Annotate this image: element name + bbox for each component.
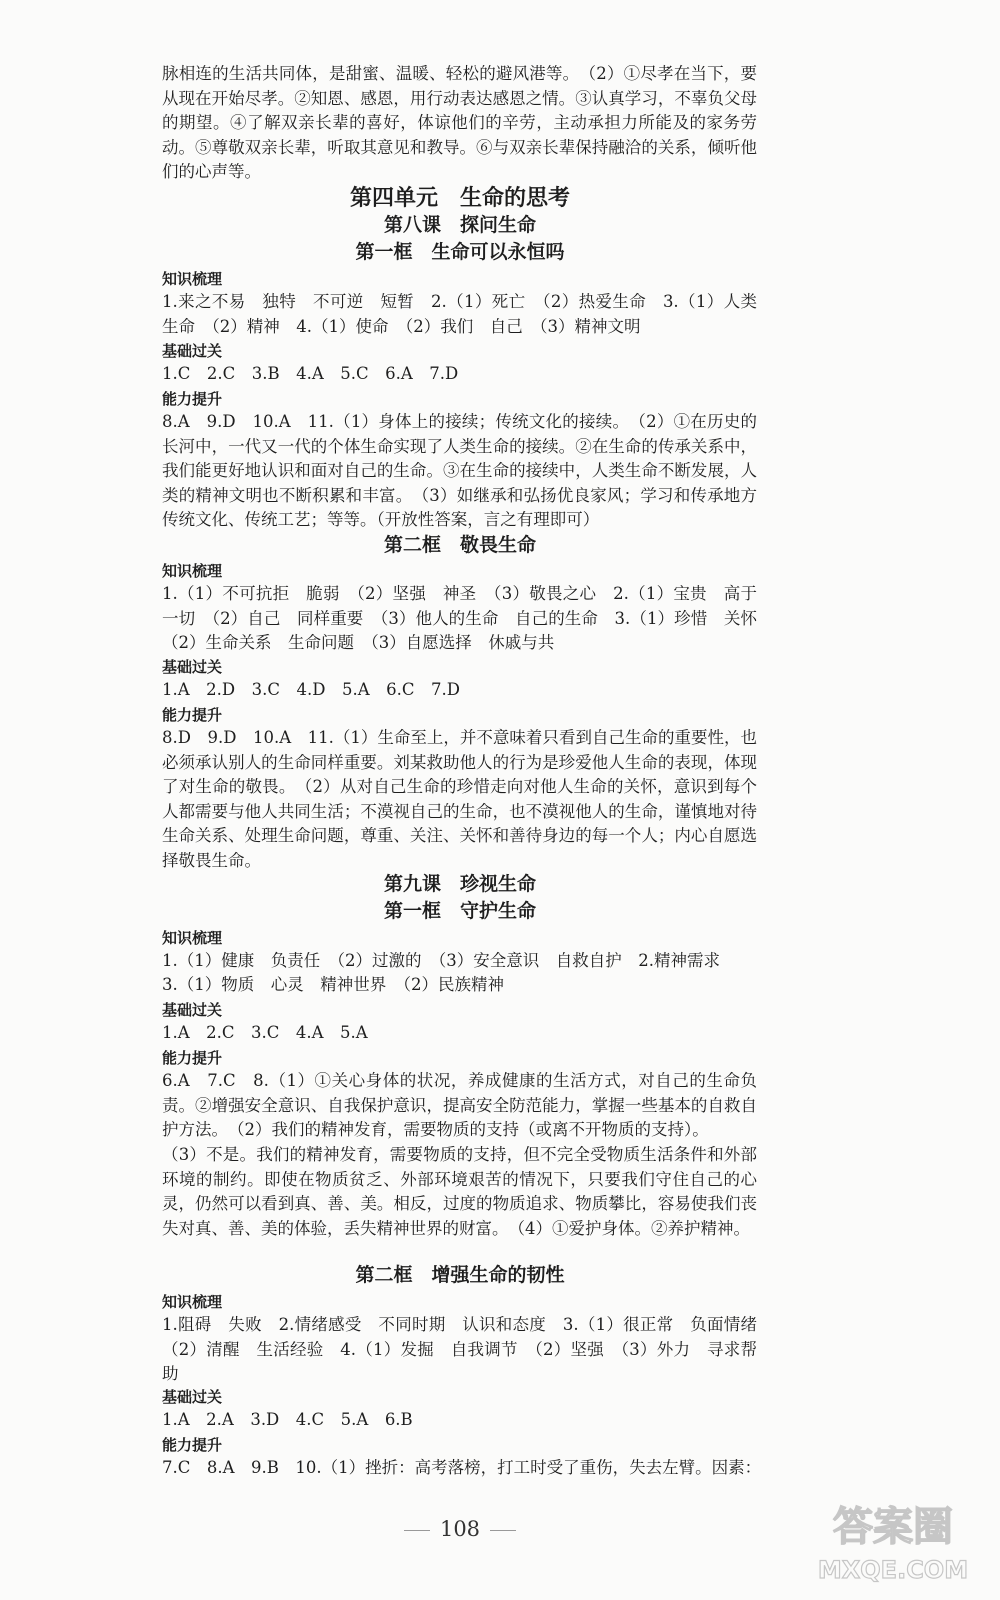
lesson9-frame1-jichu-text: 1.A 2.C 3.C 4.A 5.A	[162, 1023, 368, 1042]
lesson9-frame1-nengli-label: 能力提升	[162, 1049, 223, 1067]
lesson9-frame2-jichu-text: 1.A 2.A 3.D 4.C 5.A 6.B	[162, 1410, 413, 1429]
lesson9-frame2-jichu-label: 基础过关	[162, 1388, 223, 1406]
lesson9-title: 第九课 珍视生命	[383, 873, 536, 895]
unit-title: 第四单元 生命的思考	[349, 185, 570, 211]
lesson8-frame2-zhishi-text: 1.（1）不可抗拒 脆弱 （2）坚强 神圣 （3）敬畏之心 2.（1）宝贵 高于一切 （2）自己 同样重要 （3）他人的生命 自己的生命 3.（1）珍惜 关怀（2）生命关系 生命问题 （3）自愿选择 休戚与共	[162, 584, 757, 652]
watermark-top-text: 答案圈	[833, 1504, 953, 1550]
page-number: 108	[160, 1516, 760, 1542]
watermark-bottom-text: MXQE.COM	[817, 1556, 969, 1584]
lesson8-frame2-jichu-label: 基础过关	[162, 658, 223, 676]
lesson9-frame2-nengli-text: 7.C 8.A 9.B 10.（1）挫折：高考落榜，打工时受了重伤，失去左臂。因素：	[162, 1458, 762, 1477]
lesson9-frame1-zhishi-line1: 1.（1）健康 负责任 （2）过激的 （3）安全意识 自救自护 2.精神需求	[162, 951, 720, 970]
lesson8-frame2-title: 第二框 敬畏生命	[383, 534, 536, 556]
intro-paragraph: 脉相连的生活共同体，是甜蜜、温暖、轻松的避风港等。 （2）①尽孝在当下，要从现在开始尽孝。②知恩、感恩，用行动表达感恩之情。③认真学习，不辜负父母的期望。④了解双亲长辈的喜好，体谅他们的辛劳，主动承担力所能及的家务劳动。⑤尊敬双亲长辈，听取其意见和教导。⑥与双亲长辈保持融洽的关系，倾听他们的心声等。	[162, 64, 757, 181]
lesson8-frame2-nengli-text: 8.D 9.D 10.A 11.（1）生命至上，并不意味着只看到自己生命的重要性，也必须承认别人的生命同样重要。刘某救助他人的行为是珍爱他人生命的表现，体现了对生命的敬畏。 （2）从对自己生命的珍惜走向对他人生命的关怀，意识到每个人都需要与他人共同生活；不漠视自己的生命，也不漠视他人的生命，谨慎地对待生命关系、处理生命问题，尊重、关注、关怀和善待身边的每一个人；内心自愿选择敬畏生命。	[162, 728, 757, 870]
lesson9-frame2-title: 第二框 增强生命的韧性	[355, 1264, 565, 1286]
watermark-logo	[808, 1490, 978, 1590]
lesson9-frame1-nengli-text2: （3）不是。我们的精神发育，需要物质的支持，但不完全受物质生活条件和外部环境的制约。即使在物质贫乏、外部环境艰苦的情况下，只要我们守住自己的心灵，仍然可以看到真、善、美。相反，过度的物质追求、物质攀比，容易使我们丧失对真、善、美的体验，丢失精神世界的财富。 （4）①爱护身体。②养护精神。	[162, 1145, 757, 1238]
lesson9-frame1-zhishi-line2: 3.（1）物质 心灵 精神世界 （2）民族精神	[162, 975, 504, 994]
lesson9-frame1-nengli-text1: 6.A 7.C 8.（1）①关心身体的状况，养成健康的生活方式，对自己的生命负责。②增强安全意识、自我保护意识，提高安全防范能力，掌握一些基本的自救自护方法。 （2）我们的精神发育，需要物质的支持（或离不开物质的支持）。	[162, 1071, 757, 1139]
lesson8-frame2-jichu-text: 1.A 2.D 3.C 4.D 5.A 6.C 7.D	[162, 680, 460, 699]
lesson8-frame2-nengli-label: 能力提升	[162, 706, 223, 724]
lesson9-frame1-title: 第一框 守护生命	[383, 900, 536, 922]
lesson8-title: 第八课 探问生命	[383, 214, 536, 236]
lesson8-frame2-zhishi-label: 知识梳理	[162, 562, 223, 580]
lesson9-frame1-jichu-label: 基础过关	[162, 1001, 223, 1019]
lesson8-frame1-zhishi-label: 知识梳理	[162, 270, 223, 288]
lesson9-frame2-nengli-label: 能力提升	[162, 1436, 223, 1454]
lesson8-frame1-nengli-text: 8.A 9.D 10.A 11.（1）身体上的接续；传统文化的接续。 （2）①在历史的长河中，一代又一代的个体生命实现了人类生命的接续。②在生命的传承关系中，我们能更好地认识和面对自己的生命。③在生命的接续中，人类生命不断发展，人类的精神文明也不断积累和丰富。 （3）如继承和弘扬优良家风；学习和传承地方传统文化、传统工艺；等等。（开放性答案，言之有理即可）	[162, 412, 757, 529]
lesson8-frame1-title: 第一框 生命可以永恒吗	[355, 241, 565, 263]
lesson8-frame1-jichu-text: 1.C 2.C 3.B 4.A 5.C 6.A 7.D	[162, 364, 459, 383]
lesson9-frame1-zhishi-label: 知识梳理	[162, 929, 223, 947]
lesson8-frame1-zhishi-text: 1.来之不易 独特 不可逆 短暂 2.（1）死亡 （2）热爱生命 3.（1）人类生命 （2）精神 4.（1）使命 （2）我们 自己 （3）精神文明	[162, 292, 757, 336]
lesson9-frame2-zhishi-text: 1.阻碍 失败 2.情绪感受 不同时期 认识和态度 3.（1）很正常 负面情绪 （2）清醒 生活经验 4.（1）发掘 自我调节 （2）坚强 （3）外力 寻求帮助	[162, 1315, 774, 1383]
lesson8-frame1-nengli-label: 能力提升	[162, 390, 223, 408]
lesson8-frame1-jichu-label: 基础过关	[162, 342, 223, 360]
lesson9-frame2-zhishi-label: 知识梳理	[162, 1293, 223, 1311]
